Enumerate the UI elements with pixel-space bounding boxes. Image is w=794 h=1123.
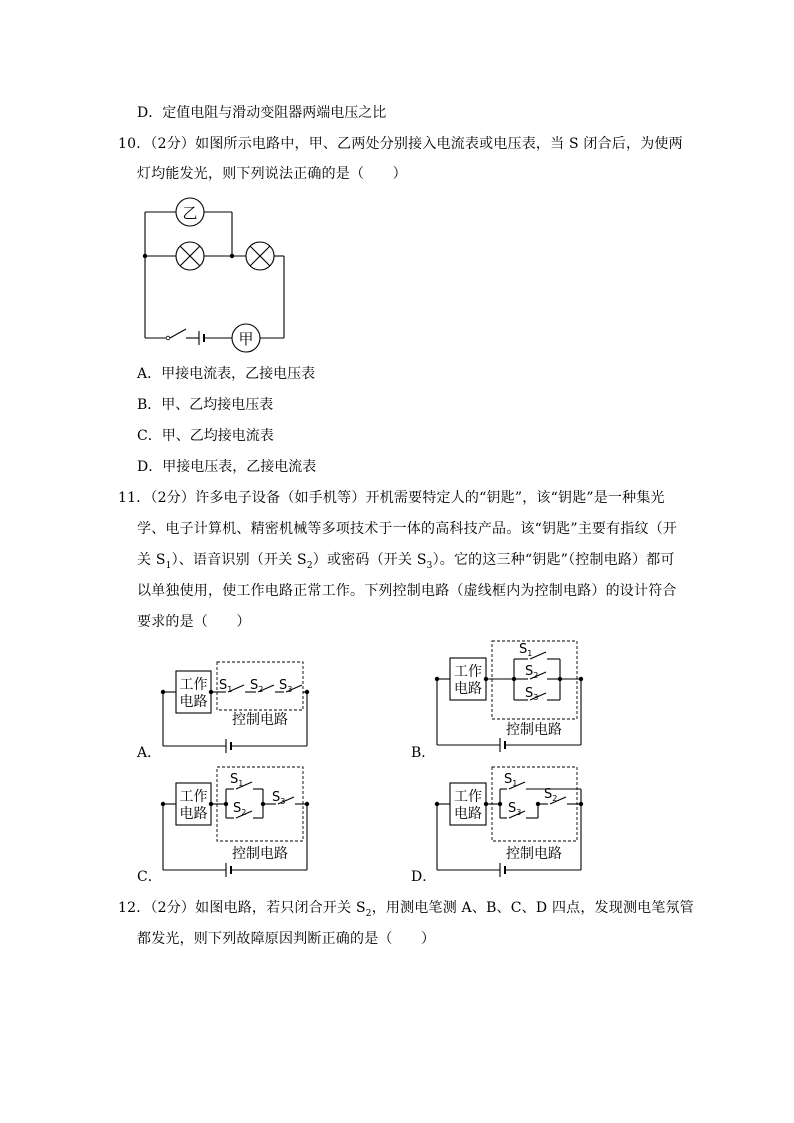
svg-text:S1: $S_1$ — [219, 678, 233, 694]
b-control-circuit-label: 控制电路 — [506, 722, 562, 738]
q10-stem-line2: 灯均能发光，则下列说法正确的是（ ） — [137, 166, 407, 182]
b-work-circuit-label-2: 电路 — [454, 681, 482, 697]
q11-option-d-label: D． — [411, 869, 437, 885]
svg-text:S3: $S_3$ — [508, 801, 522, 817]
svg-text:S3: $S_3$ — [272, 790, 286, 806]
q11-option-b-label: B． — [411, 745, 436, 761]
a-control-circuit-label: 控制电路 — [232, 712, 288, 728]
svg-text:S3: $S_3$ — [279, 678, 293, 694]
q10-meter-yi-label: 乙 — [182, 204, 198, 222]
q10-stem-line1: 10．（2分）如图所示电路中，甲、乙两处分别接入电流表或电压表，当 S 闭合后，为使两 — [118, 136, 683, 152]
svg-text:S2: $S_2$ — [250, 678, 264, 694]
d-control-circuit-label: 控制电路 — [506, 846, 562, 862]
q12-stem-line2: 都发光，则下列故障原因判断正确的是（ ） — [137, 931, 436, 947]
d-work-circuit-label-1: 工作 — [454, 789, 482, 805]
q11-option-c-label: C． — [137, 869, 162, 885]
c-work-circuit-label-2: 电路 — [179, 806, 208, 822]
q10-option-d: D．甲接电压表，乙接电流表 — [137, 459, 317, 475]
svg-text:S2: $S_2$ — [525, 664, 539, 680]
q11-stem-line5: 要求的是（ ） — [137, 614, 251, 630]
a-work-circuit-label-1: 工作 — [179, 677, 208, 693]
d-work-circuit-label-2: 电路 — [454, 806, 482, 822]
svg-text:S1: $S_1$ — [519, 642, 533, 658]
q11-option-a-label: A． — [137, 745, 162, 761]
q11-stem-line3: 关 $S_1$）、语音识别（开关 $S_2$）或密码（开关 $S_3$）。它的这三种“钥匙”（控制电路）都可 — [137, 552, 675, 571]
svg-text:S1: $S_1$ — [230, 772, 244, 788]
svg-text:S3: $S_3$ — [525, 686, 539, 702]
c-control-circuit-label: 控制电路 — [232, 846, 288, 862]
a-work-circuit-label-2: 电路 — [179, 694, 208, 710]
b-work-circuit-label-1: 工作 — [454, 664, 482, 680]
svg-text:S2: $S_2$ — [233, 801, 247, 817]
q10-option-c: C．甲、乙均接电流表 — [137, 428, 274, 444]
q12-stem-line1: 12．（2分）如图电路，若只闭合开关 $S_2$，用测电笔测 A、B、C、D 四点，发现测电笔氖管 — [118, 900, 694, 919]
q10-option-a: A．甲接电流表，乙接电压表 — [137, 366, 316, 382]
q11-stem-line2: 学、电子计算机、精密机械等多项技术于一体的高科技产品。该“钥匙”主要有指纹（开 — [137, 521, 678, 537]
q10-option-b: B．甲、乙均接电压表 — [137, 397, 274, 413]
svg-text:S2: $S_2$ — [544, 787, 558, 803]
c-work-circuit-label-1: 工作 — [179, 789, 208, 805]
svg-text:S1: $S_1$ — [504, 772, 518, 788]
q11-stem-line1: 11．（2分）许多电子设备（如手机等）开机需要特定人的“钥匙”，该“钥匙”是一种集光 — [118, 490, 665, 506]
q10-meter-jia-label: 甲 — [238, 330, 254, 348]
q11-stem-line4: 以单独使用，使工作电路正常工作。下列控制电路（虚线框内为控制电路）的设计符合 — [137, 583, 677, 599]
q9-option-d: D．定值电阻与滑动变阻器两端电压之比 — [137, 105, 387, 121]
